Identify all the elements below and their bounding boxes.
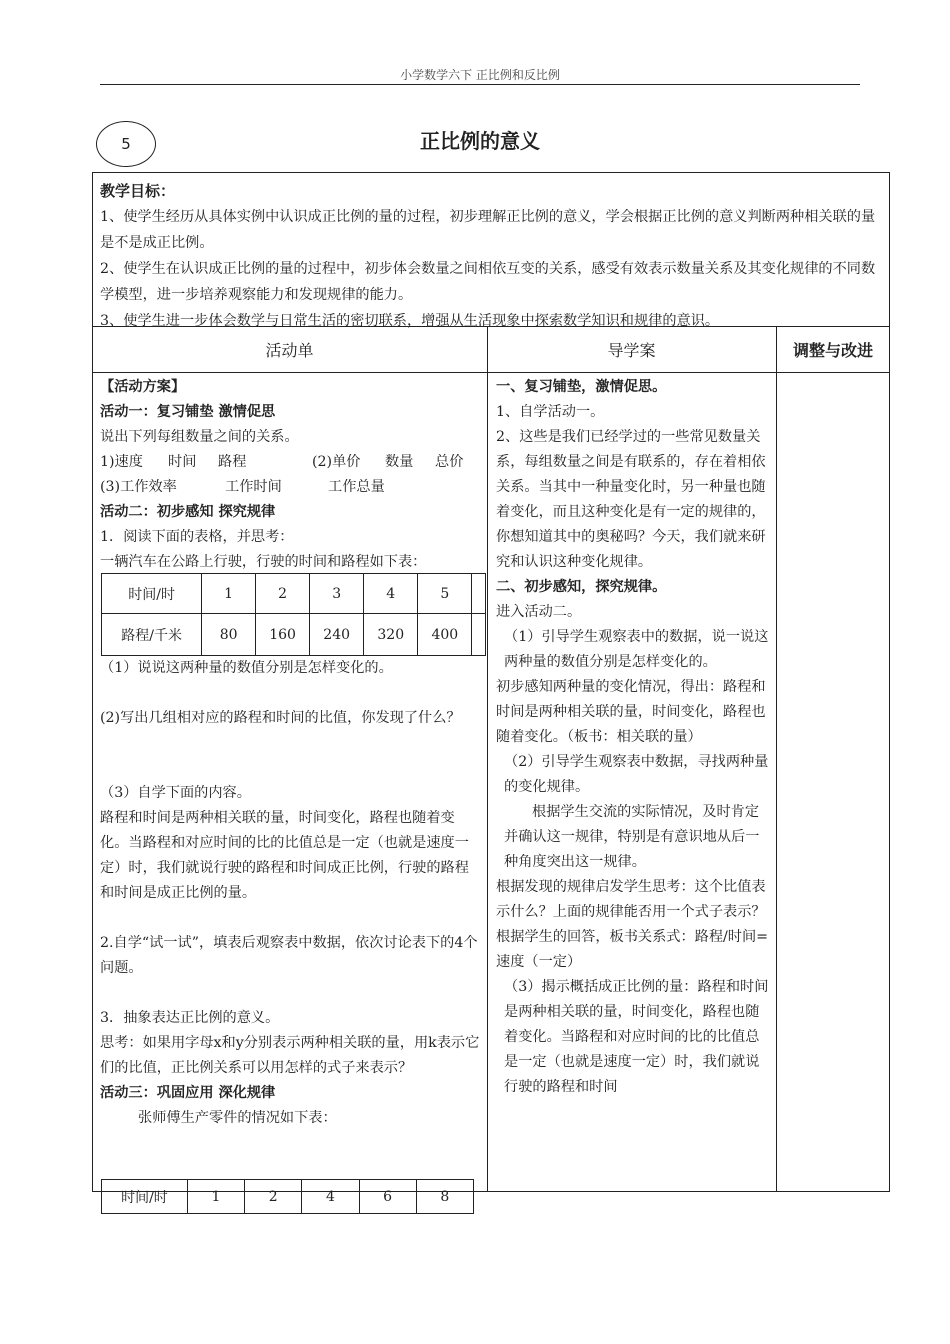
question-1: （1）说说这两种量的数值分别是怎样变化的。 [100,660,393,676]
table-cell: 5 [418,574,472,614]
column-header-activity: 活动单 [265,341,314,360]
table1-intro: 一辆汽车在公路上行驶，行驶的时间和路程如下表： [100,554,427,570]
goal-item: 1、使学生经历从具体实例中认识成正比例的量的过程，初步理解正比例的意义，学会根据正比例的意义判断两种相关联的量是不是成正比例。 [100,209,876,251]
table2-intro: 张师傅生产零件的情况如下表： [138,1110,337,1126]
table-cell: 400 [418,614,472,656]
guide-section-2-title: 二、初步感知，探究规律。 [496,579,667,595]
question-3: （3）自学下面的内容。 [100,785,251,801]
relation-term: 路程 [218,454,247,470]
guide-paragraph: 根据学生交流的实际情况，及时肯定并确认这一规律，特别是有意识地从后一种角度突出这一规律。 [504,804,760,870]
relation-term: 总价 [435,454,464,470]
table-cell: 3 [310,574,364,614]
question-2: (2)写出几组相对应的路程和时间的比值，你发现了什么？ [100,710,461,726]
table-cell: 2 [256,574,310,614]
column-header-guide: 导学案 [607,341,656,360]
table-cell: 320 [364,614,418,656]
relation-term: 工作总量 [328,479,385,495]
table-cell-empty [472,574,486,614]
parts-production-table [101,1179,474,1214]
activity-1-title: 活动一：复习铺垫 激情促思 [100,404,276,420]
table-cell: 路程/千米 [102,614,202,656]
column-header-bottom-border [92,372,890,373]
activity-column-lower [100,656,480,1131]
running-header: 小学数学六下 正比例和反比例 [400,68,560,82]
table-cell: 6 [359,1180,416,1214]
guide-paragraph: 1、自学活动一。 [496,404,605,420]
guide-paragraph: （3）揭示概括成正比例的量：路程和时间是两种相关联的量，时间变化，路程也随着变化。当路程和对应时间的比的比值总是一定（也就是速度一定）时，我们就说行驶的路程和时间 [504,979,769,1095]
teaching-goals [100,178,882,334]
relation-term: (3)工作效率 [100,479,177,495]
table-cell: 4 [364,574,418,614]
guide-paragraph: 根据学生的回答，板书关系式：路程/时间=速度（一定） [496,929,769,970]
lesson-number-badge: 5 [96,121,156,167]
activity-2-step1: 1．阅读下面的表格，并思考： [100,529,294,545]
guide-paragraph: （1）引导学生观察表中的数据，说一说这两种量的数值分别是怎样变化的。 [504,629,769,670]
table-row [102,1180,474,1214]
table-cell: 2 [245,1180,302,1214]
guide-column [496,375,770,1100]
guide-paragraph: （2）引导学生观察表中数据，寻找两种量的变化规律。 [504,754,769,795]
table-cell: 4 [302,1180,359,1214]
time-distance-table [101,573,486,656]
guide-paragraph: 初步感知两种量的变化情况，得出：路程和时间是两种相关联的量，时间变化，路程也随着变化。（板书：相关联的量） [496,679,766,745]
relation-term: 工作时间 [225,479,282,495]
table-row [102,574,486,614]
step-3: 3．抽象表达正比例的意义。 [100,1010,280,1026]
table-cell-empty [472,614,486,656]
relation-term: 时间 [168,454,197,470]
question-3-text: 路程和时间是两种相关联的量，时间变化，路程也随着变化。当路程和对应时间的比的比值总是一定（也就是速度一定）时，我们就说行驶的路程和时间成正比例，行驶的路程和时间是成正比例的量。 [100,810,469,901]
activity-1-intro: 说出下列每组数量之间的关系。 [100,429,299,445]
table-cell: 时间/时 [102,1180,188,1214]
header-divider [100,84,860,85]
table-cell: 240 [310,614,364,656]
guide-section-1-title: 一、复习铺垫，激情促思。 [496,379,667,395]
relation-term: (2)单价 [312,454,361,470]
relation-term: 1)速度 [100,454,143,470]
column-divider-2 [776,326,777,1192]
table-cell: 时间/时 [102,574,202,614]
goal-item: 3、使学生进一步体会数学与日常生活的密切联系，增强从生活现象中探索数学知识和规律的意识。 [100,313,720,329]
activity-2-title: 活动二：初步感知 探究规律 [100,504,276,520]
table-cell: 1 [187,1180,244,1214]
activity-plan-heading: 【活动方案】 [100,379,186,395]
activity-3-title: 活动三：巩固应用 深化规律 [100,1085,276,1101]
table-cell: 1 [202,574,256,614]
goals-heading: 教学目标： [100,182,176,200]
column-divider-1 [487,326,488,1192]
column-header-adjust: 调整与改进 [792,341,873,360]
page-title: 正比例的意义 [420,129,540,153]
goal-item: 2、使学生在认识成正比例的量的过程中，初步体会数量之间相依互变的关系，感受有效表示数量关系及其变化规律的不同数学模型，进一步培养观察能力和发现规律的能力。 [100,261,876,303]
table-row [102,614,486,656]
relation-row-2 [100,475,480,500]
table-cell: 8 [416,1180,473,1214]
guide-paragraph: 进入活动二。 [496,604,582,620]
guide-paragraph: 根据发现的规律启发学生思考：这个比值表示什么？上面的规律能否用一个式子表示？ [496,879,766,920]
table-cell: 80 [202,614,256,656]
step-3-think: 思考：如果用字母x和y分别表示两种相关联的量，用k表示它们的比值，正比例关系可以用怎样的式子来表示？ [100,1035,480,1076]
table-cell: 160 [256,614,310,656]
guide-paragraph: 2、这些是我们已经学过的一些常见数量关系，每组数量之间是有联系的，存在着相依关系。当其中一种量变化时，另一种量也随着变化，而且这种变化是有一定的规律的，你想知道其中的奥秘吗？今天，我们就来研究和认识这种变化规律。 [496,429,766,570]
relation-term: 数量 [385,454,414,470]
activity-column [100,375,480,575]
relation-row-1 [100,450,480,475]
step-2: 2.自学“试一试”，填表后观察表中数据，依次讨论表下的4个问题。 [100,935,478,976]
